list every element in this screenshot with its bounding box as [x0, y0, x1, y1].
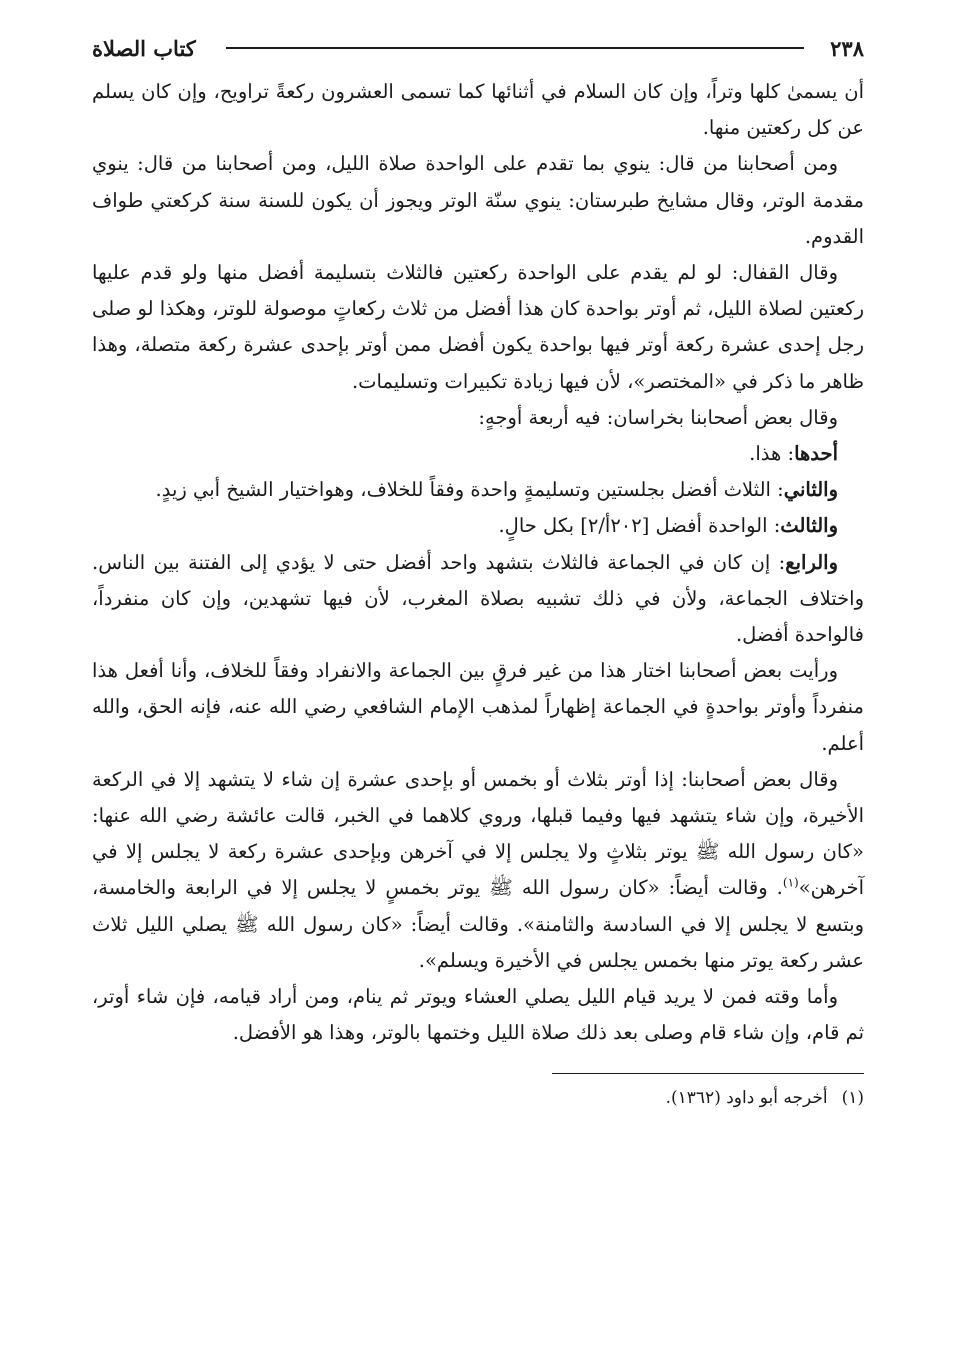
- footnote-text: أخرجه أبو داود (١٣٦٢).: [665, 1088, 828, 1109]
- footnote-rule: [552, 1073, 864, 1074]
- fourth-opinion-text: : إن كان في الجماعة فالثلاث بتشهد واحد أفضل حتى لا يؤدي إلى الفتنة بين الناس. واختلاف الجماعة، ولأن في ذلك تشبيه بصلاة المغرب، لأن فيها تشهدين، وإن كان منفرداً، فالواحدة أفضل.: [92, 550, 864, 647]
- paragraph-9: ورأيت بعض أصحابنا اختار هذا من غير فرقٍ بين الجماعة والانفراد وفقاً للخلاف، وأنا أفعل هذا منفرداً وأوتر بواحدةٍ في الجماعة إظهاراً لمذهب الإمام الشافعي رضي الله عنه، فإنه الحق، والله أعلم.: [92, 659, 864, 755]
- first-opinion-label: أحدها: [794, 442, 838, 466]
- running-header: [92, 28, 864, 68]
- page-number: ٢٣٨: [830, 35, 864, 61]
- second-opinion-text: : الثلاث أفضل بجلستين وتسليمةٍ واحدة وفقاً للخلاف، وهواختيار الشيخ أبي زيدٍ.: [155, 478, 784, 502]
- footnote: [92, 1084, 864, 1112]
- paragraph-1: أن يسمىٰ كلها وتراً، وإن كان السلام في أثنائها كما تسمى العشرون ركعةً تراويح، وإن كان يسلم عن كل ركعتين منها.: [92, 80, 864, 140]
- second-opinion-label: والثاني: [783, 478, 838, 502]
- paragraph-6: [92, 472, 864, 508]
- paragraph-11: وأما وقته فمن لا يريد قيام الليل يصلي العشاء ويوتر ثم ينام، ومن أراد قيامه، فإن شاء أوتر، ثم قام، وإن شاء قام وصلى بعد ذلك صلاة الليل وختمها بالوتر، وهذا هو الأفضل.: [92, 985, 864, 1045]
- paragraph-5: [92, 436, 864, 472]
- fourth-opinion-label: والرابع: [785, 550, 838, 574]
- paragraph-7: [92, 508, 864, 544]
- book-title: كتاب الصلاة: [92, 35, 196, 61]
- third-opinion-text: : الواحدة أفضل [٢٠٢أ/٢] بكل حالٍ.: [498, 514, 781, 538]
- paragraph-3: وقال القفال: لو لم يقدم على الواحدة ركعتين فالثلاث بتسليمة أفضل منها ولو قدم عليها ركعتين لصلاة الليل، ثم أوتر بواحدة كان هذا أفضل من ثلاث ركعاتٍ موصولة للوتر، وهكذا لو صلى رجل إحدى عشرة ركعة أوتر فيها بواحدة يكون أفضل ممن أوتر بإحدى عشرة ركعة متصلة، وهذا ظاهر ما ذكر في «المختصر»، لأن فيها زيادة تكبيرات وتسليمات.: [92, 261, 864, 393]
- footnote-number: (١): [841, 1088, 864, 1109]
- paragraph-4: وقال بعض أصحابنا بخراسان: فيه أربعة أوجهٍ:: [478, 405, 838, 429]
- header-rule: [226, 47, 804, 49]
- paragraph-10-part-b: . وقالت أيضاً: «كان رسول الله ﷺ يوتر بخمسٍ لا يجلس إلا في الرابعة والخامسة، وبتسع لا يجلس إلا في السادسة والثامنة». وقالت أيضاً: «كان رسول الله ﷺ يصلي الليل ثلاث عشر ركعة يوتر منها بخمس يجلس في الأخيرة ويسلم».: [92, 876, 864, 972]
- main-text: [92, 74, 864, 1051]
- book-page: [92, 28, 864, 1348]
- paragraph-10-part-a: وقال بعض أصحابنا: إذا أوتر بثلاث أو بخمس أو بإحدى عشرة إن شاء لا يتشهد إلا في الركعة الأخيرة، وإن شاء يتشهد فيها وفيما قبلها، وروي كلاهما في الخبر، قالت عائشة رضي الله عنها: «كان رسول الله ﷺ يوتر بثلاثٍ ولا يجلس إلا في آخرهن وبإحدى عشرة ركعة لا يجلس إلا في آخرهن»: [92, 767, 864, 900]
- paragraph-10: [92, 762, 864, 979]
- first-opinion-text: : هذا.: [749, 442, 795, 466]
- third-opinion-label: والثالث: [780, 514, 838, 538]
- footnote-reference[interactable]: (١): [782, 875, 799, 890]
- paragraph-8: [92, 545, 864, 654]
- paragraph-2: ومن أصحابنا من قال: ينوي بما تقدم على الواحدة صلاة الليل، ومن أصحابنا من قال: ينوي مقدمة الوتر، وقال مشايخ طبرستان: ينوي سنّة الوتر ويجوز أن يكون للسنة سنة كركعتي طواف القدوم.: [92, 152, 864, 248]
